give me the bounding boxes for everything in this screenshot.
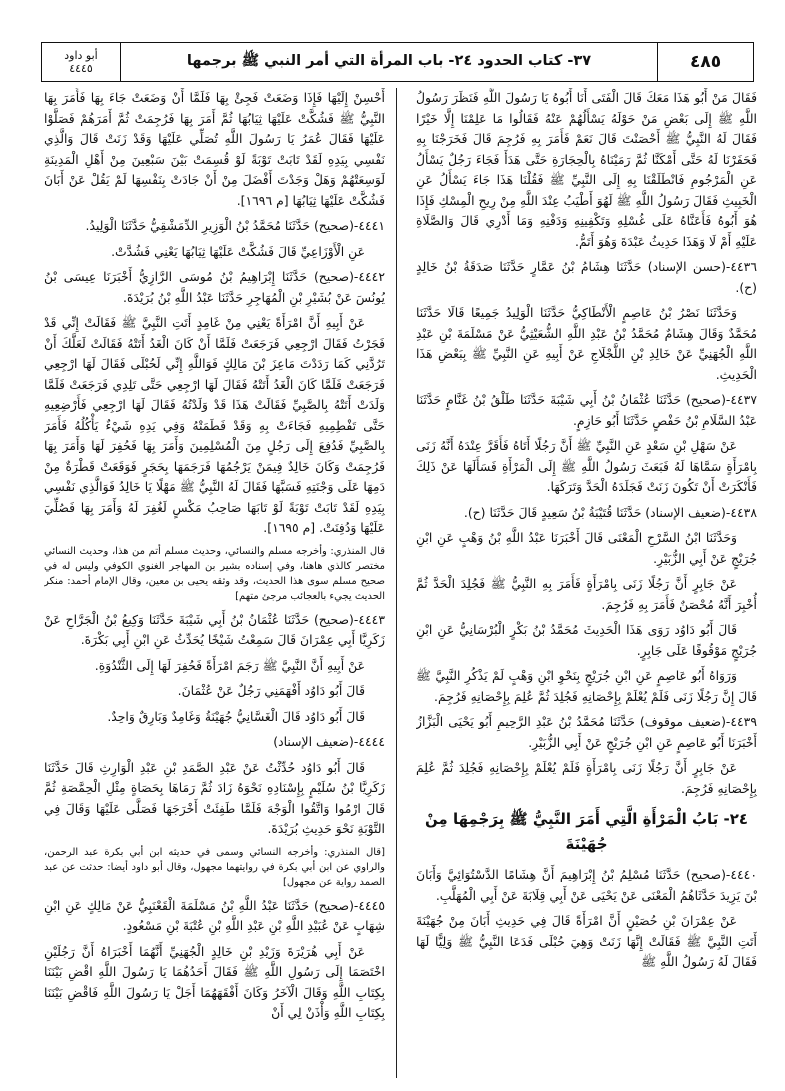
abu-dawud-comment: قَالَ أَبُو دَاوُد حُدِّثْتُ عَنْ عَبْدِ الصَّمَدِ بْنِ عَبْدِ الْوَارِثِ قَالَ حَدَّثَنَا زَكَرِيَّا بْنُ سُلَيْمٍ بِإِسْنَادِهِ نَحْوَهُ زَادَ ثُمَّ رَمَاهَا بِحَصَاةٍ مِثْلِ الْحِمَّصَةِ ثُمَّ قَالَ ارْمُوا وَاتَّقُوا الْوَجْهَ فَلَمَّا طَفِئَتْ أَخْرَجَهَا فَصَلَّى عَلَيْهَا وَقَالَ فِي التَّوْبَةِ نَحْوَ حَدِيثِ بُرَيْدَةَ. [44,759,385,836]
running-title: ٣٧- كتاب الحدود ٢٤- باب المرأة التي أمر النبي ﷺ برجمها [186,52,592,69]
text-paragraph: أَحْسِنْ إِلَيْهَا فَإِذَا وَضَعَتْ فَجِئْ بِهَا فَلَمَّا أَنْ وَضَعَتْ جَاءَ بِهَا فَأَمَرَ بِهَا النَّبِيُّ ﷺ فَشُكَّتْ عَلَيْهَا ثِيَابُهَا ثُمَّ أَمَرَ بِهَا فَرُجِمَتْ ثُمَّ أَمَرَهُمْ فَصَلَّوْا عَلَيْهَا فَقَالَ عُمَرُ يَا رَسُولَ اللَّهِ تُصَلِّي عَلَيْهَا وَقَدْ زَنَتْ قَالَ وَالَّذِي نَفْسِي بِيَدِهِ لَقَدْ تَابَتْ تَوْبَةً لَوْ قُسِمَتْ بَيْنَ سَبْعِينَ مِنْ أَهْلِ الْمَدِينَةِ لَوَسِعَتْهُمْ وَهَلْ وَجَدْتَ أَفْضَلَ مِنْ أَنْ جَادَتْ بِنَفْسِهَا لَمْ يَقُلْ عَنْ أَبَانَ فَشُكَّتْ عَلَيْهَا ثِيَابُهَا [م ١٦٩٦]. [44,90,385,208]
text-paragraph: عَنْ أَبِيهِ أَنَّ النَّبِيَّ ﷺ رَجَمَ امْرَأَةً فَحُفِرَ لَهَا إِلَى الثَّنْدُوَةِ. [94,657,365,673]
text-paragraph: عَنْ أَبِي هُرَيْرَةَ وَزَيْدِ بْنِ خَالِدٍ الْجُهَنِيِّ أَنَّهُمَا أَخْبَرَاهُ أَنَّ رَجُلَيْنِ اخْتَصَمَا إِلَى رَسُولِ اللَّهِ ﷺ فَقَالَ أَحَدُهُمَا يَا رَسُولَ اللَّهِ اقْضِ بَيْنَنَا بِكِتَابِ اللَّهِ وَقَالَ الْآخَرُ وَكَانَ أَفْقَهَهُمَا أَجَلْ يَا رَسُولَ اللَّهِ فَاقْضِ بَيْنَنَا بِكِتَابِ اللَّهِ وَأْذَنْ لِي أَنْ [44,943,385,1020]
abu-dawud-comment: قَالَ أَبُو دَاوُد أَفْهَمَنِي رَجُلٌ عَنْ عُثْمَانَ. [177,683,365,698]
left-column [44,88,385,1078]
text-paragraph: عَنْ جَابِرٍ أَنَّ رَجُلًا زَنَى بِامْرَأَةٍ فَأَمَرَ بِهِ النَّبِيُّ ﷺ فَجُلِدَ الْحَدَّ ثُمَّ أُخْبِرَ أَنَّهُ مُحْصَنٌ فَأَمَرَ بِهِ فَرُجِمَ. [416,576,757,612]
text-paragraph: عَنْ سَهْلِ بْنِ سَعْدٍ عَنِ النَّبِيِّ ﷺ أَنَّ رَجُلًا أَتَاهُ فَأَقَرَّ عِنْدَهُ أَنَّهُ زَنَى بِامْرَأَةٍ سَمَّاهَا لَهُ فَبَعَثَ رَسُولُ اللَّهِ ﷺ إِلَى الْمَرْأَةِ فَسَأَلَهَا عَنْ ذَلِكَ فَأَنْكَرَتْ أَنْ تَكُونَ زَنَتْ فَجَلَدَهُ الْحَدَّ وَتَرَكَهَا. [416,438,757,494]
text-paragraph: وَرَوَاهُ أَبُو عَاصِمٍ عَنِ ابْنِ جُرَيْجٍ بِنَحْوِ ابْنِ وَهْبٍ لَمْ يَذْكُرِ النَّبِيَّ ﷺ قَالَ إِنَّ رَجُلًا زَنَى فَلَمْ يُعْلَمْ بِإِحْصَانِهِ فَجُلِدَ ثُمَّ عُلِمَ بِإِحْصَانِهِ فَرُجِمَ. [416,668,757,704]
hadith-4437-chain: ٤٤٣٧-(صحيح) حَدَّثَنَا عُثْمَانُ بْنُ أَبِي شَيْبَةَ حَدَّثَنَا طَلْقُ بْنُ غَنَّامٍ حَدَّثَنَا عَبْدُ السَّلَامِ بْنُ حَفْصٍ حَدَّثَنَا أَبُو حَازِمٍ. [416,392,757,428]
book-name: أبو داود [64,49,98,62]
hadith-4440-chain: ٤٤٤٠-(صحيح) حَدَّثَنَا مُسْلِمُ بْنُ إِبْرَاهِيمَ أَنَّ هِشَامًا الدَّسْتُوَائِيَّ وَأَبَانَ بْنَ يَزِيدَ حَدَّثَاهُمُ الْمَعْنَى عَنْ يَحْيَى عَنْ أَبِي قِلَابَةَ عَنْ أَبِي الْمُهَلَّبِ. [416,867,757,903]
text-paragraph: فَقَالَ مَنْ أَبُو هَذَا مَعَكَ قَالَ الْفَتَى أَنَا أَبُوهُ يَا رَسُولَ اللَّهِ فَنَظَرَ رَسُولُ اللَّهِ ﷺ إِلَى بَعْضِ مَنْ حَوْلَهُ يَسْأَلُهُمْ عَنْهُ فَقَالُوا مَا عَلِمْنَا إِلَّا خَيْرًا فَقَالَ لَهُ النَّبِيُّ ﷺ أَحْصَنْتَ قَالَ نَعَمْ فَأَمَرَ بِهِ فَرُجِمَ قَالَ فَخَرَجْنَا بِهِ فَحَفَرْنَا لَهُ حَتَّى أَمْكَنَّا ثُمَّ رَمَيْنَاهُ بِالْحِجَارَةِ حَتَّى هَدَأَ فَجَاءَ رَجُلٌ يَسْأَلُ عَنِ الْمَرْجُومِ فَانْطَلَقْنَا بِهِ إِلَى النَّبِيِّ ﷺ فَقُلْنَا هَذَا جَاءَ يَسْأَلُ عَنِ الْخَبِيثِ فَقَالَ رَسُولُ اللَّهِ ﷺ لَهُوَ أَطْيَبُ عِنْدَ اللَّهِ مِنْ رِيحِ الْمِسْكِ فَإِذَا هُوَ أَبُوهُ فَأَعَنَّاهُ عَلَى غُسْلِهِ وَتَكْفِينِهِ وَدَفْنِهِ وَمَا أَدْرِي قَالَ وَالصَّلَاةِ عَلَيْهِ أَمْ لَا وَهَذَا حَدِيثُ عَبْدَةَ وَهُوَ أَتَمُّ. [416,90,757,249]
right-column [416,88,757,1078]
column-divider [396,88,397,1078]
abu-dawud-comment: قَالَ أَبُو دَاوُد قَالَ الْغَسَّانِيُّ جُهَيْنَةُ وَغَامِدٌ وَبَارِقٌ وَاحِدٌ. [107,708,365,724]
page-number: ٤٨٥ [657,43,753,81]
chapter-heading: ٢٤- بَابُ الْمَرْأَةِ الَّتِي أَمَرَ النَّبِيُّ ﷺ بِرَجْمِهَا مِنْ جُهَيْنَةَ [424,810,749,853]
text-paragraph: وَحَدَّثَنَا نَصْرُ بْنُ عَاصِمٍ الْأَنْطَاكِيُّ حَدَّثَنَا الْوَلِيدُ جَمِيعًا قَالَا حَدَّثَنَا مُحَمَّدٌ وَقَالَ هِشَامٌ مُحَمَّدُ بْنُ عَبْدِ اللَّهِ الشُّعَيْثِيُّ عَنْ مَسْلَمَةَ بْنِ عَبْدِ اللَّهِ الْجُهَنِيِّ عَنْ خَالِدِ بْنِ اللَّجْلَاجِ عَنْ أَبِيهِ عَنِ النَّبِيِّ ﷺ بِبَعْضِ هَذَا الْحَدِيثِ. [416,305,757,382]
hadith-4442-chain: ٤٤٤٢-(صحيح) حَدَّثَنَا إِبْرَاهِيمُ بْنُ مُوسَى الرَّازِيُّ أَخْبَرَنَا عِيسَى بْنُ يُونُسَ عَنْ بُشَيْرِ بْنِ الْمُهَاجِرِ حَدَّثَنَا عَبْدُ اللَّهِ بْنُ بُرَيْدَةَ. [44,269,385,305]
text-paragraph: عَنْ عِمْرَانَ بْنِ حُصَيْنٍ أَنَّ امْرَأَةً قَالَ فِي حَدِيثِ أَبَانَ مِنْ جُهَيْنَةَ أَتَتِ النَّبِيَّ ﷺ فَقَالَتْ إِنَّهَا زَنَتْ وَهِيَ حُبْلَى فَدَعَا النَّبِيُّ ﷺ وَلِيًّا لَهَا فَقَالَ لَهُ رَسُولُ اللَّهِ ﷺ [416,913,757,969]
hadith-4444-grade: ٤٤٤٤-(ضعيف الإسناد) [273,734,385,749]
text-paragraph: عَنْ أَبِيهِ أَنَّ امْرَأَةً يَعْنِي مِنْ غَامِدٍ أَتَتِ النَّبِيَّ ﷺ فَقَالَتْ إِنِّي قَدْ فَجَرْتُ فَقَالَ ارْجِعِي فَرَجَعَتْ فَلَمَّا أَنْ كَانَ الْغَدُ أَتَتْهُ فَقَالَتْ لَعَلَّكَ أَنْ تَرُدَّنِي كَمَا رَدَدْتَ مَاعِزَ بْنَ مَالِكٍ فَوَاللَّهِ إِنِّي لَحُبْلَى فَقَالَ لَهَا ارْجِعِي فَرَجَعَتْ فَلَمَّا كَانَ الْغَدُ أَتَتْهُ فَقَالَ لَهَا ارْجِعِي حَتَّى تَلِدِي فَرَجَعَتْ فَلَمَّا وَلَدَتْ أَتَتْهُ بِالصَّبِيِّ فَقَالَتْ هَذَا قَدْ وَلَدْتُهُ فَقَالَ لَهَا ارْجِعِي فَأَرْضِعِيهِ حَتَّى تَفْطِمِيهِ فَجَاءَتْ بِهِ وَقَدْ فَطَمَتْهُ وَفِي يَدِهِ شَيْءٌ يَأْكُلُهُ فَأَمَرَ بِالصَّبِيِّ فَدُفِعَ إِلَى رَجُلٍ مِنَ الْمُسْلِمِينَ وَأَمَرَ بِهَا فَحُفِرَ لَهَا وَأَمَرَ بِهَا فَرُجِمَتْ وَكَانَ خَالِدٌ فِيمَنْ يَرْجُمُهَا فَرَجَمَهَا بِحَجَرٍ فَوَقَعَتْ قَطْرَةٌ مِنْ دَمِهَا عَلَى وَجْنَتِهِ فَسَبَّهَا فَقَالَ لَهُ النَّبِيُّ ﷺ مَهْلًا يَا خَالِدُ فَوَالَّذِي نَفْسِي بِيَدِهِ لَقَدْ تَابَتْ تَوْبَةً لَوْ تَابَهَا صَاحِبُ مَكْسٍ لَغُفِرَ لَهُ وَأَمَرَ بِهَا فَصُلِّيَ عَلَيْهَا وَدُفِنَتْ. [م ١٦٩٥]. [44,315,385,535]
footnote-mundhiri: قال المنذري: وأخرجه مسلم والنسائي، وحديث مسلم أتم من هذا، وحديث النسائي مختصر كالذي هاهنا، وفي إسناده بشير بن المهاجر الغنوي الكوفي وليس له في صحيح مسلم سوى هذا الحديث، وقد وثقه يحيى بن معين، وقال الإمام أحمد: منكر الحديث يجيء بالعجائب مرجئ متهم] [44,545,385,602]
footnote-mundhiri: [قال المنذري: وأخرجه النسائي وسمى في حديثه ابن أبي بكرة عبد الرحمن، والراوي عن ابن أبي بكرة في روايتهما مجهول، وقال أبو داود أيضا: حدثت عن عبد الصمد رواية عن مجهول] [44,846,385,888]
hadith-4436-chain: ٤٤٣٦-(حسن الإسناد) حَدَّثَنَا هِشَامُ بْنُ عَمَّارٍ حَدَّثَنَا صَدَقَةُ بْنُ خَالِدٍ (ح). [416,259,757,295]
text-paragraph: عَنِ الْأَوْزَاعِيِّ قَالَ فَشُكَّتْ عَلَيْهَا ثِيَابُهَا يَعْنِي فَشُدَّتْ. [111,243,365,259]
text-paragraph: وَحَدَّثَنَا ابْنُ السَّرْحِ الْمَعْنَى قَالَ أَخْبَرَنَا عَبْدُ اللَّهِ بْنُ وَهْبٍ عَنِ ابْنِ جُرَيْجٍ عَنْ أَبِي الزُّبَيْرِ. [416,530,757,566]
hadith-4439-chain: ٤٤٣٩-(ضعيف موقوف) حَدَّثَنَا مُحَمَّدُ بْنُ عَبْدِ الرَّحِيمِ أَبُو يَحْيَى الْبَزَّازُ أَخْبَرَنَا أَبُو عَاصِمٍ عَنِ ابْنِ جُرَيْجٍ عَنْ أَبِي الزُّبَيْرِ. [416,714,757,750]
hadith-4441-chain: ٤٤٤١-(صحيح) حَدَّثَنَا مُحَمَّدُ بْنُ الْوَزِيرِ الدِّمَشْقِيُّ حَدَّثَنَا الْوَلِيدُ. [85,218,385,233]
hadith-range: ٤٤٤٥ [69,62,93,75]
hadith-4438-chain: ٤٤٣٨-(ضعيف الإسناد) حَدَّثَنَا قُتَيْبَةُ بْنُ سَعِيدٍ قَالَ حَدَّثَنَا (ح). [463,504,757,520]
book-reference [42,43,121,81]
text-paragraph: عَنْ جَابِرٍ أَنَّ رَجُلًا زَنَى بِامْرَأَةٍ فَلَمْ يُعْلَمْ بِإِحْصَانِهِ فَجُلِدَ ثُمَّ عُلِمَ بِإِحْصَانِهِ فَرُجِمَ. [416,760,757,796]
abu-dawud-comment: قَالَ أَبُو دَاوُد رَوَى هَذَا الْحَدِيثَ مُحَمَّدُ بْنُ بَكْرٍ الْبُرْسَانِيُّ عَنِ ابْنِ جُرَيْجٍ مَوْقُوفًا عَلَى جَابِرٍ. [416,622,757,658]
hadith-4445-chain: ٤٤٤٥-(صحيح) حَدَّثَنَا عَبْدُ اللَّهِ بْنُ مَسْلَمَةَ الْقَعْنَبِيُّ عَنْ مَالِكٍ عَنِ ابْنِ شِهَابٍ عَنْ عُبَيْدِ اللَّهِ بْنِ عَبْدِ اللَّهِ بْنِ عُتْبَةَ بْنِ مَسْعُودٍ. [44,897,385,933]
page-header [41,42,754,82]
hadith-4443-chain: ٤٤٤٣-(صحيح) حَدَّثَنَا عُثْمَانُ بْنُ أَبِي شَيْبَةَ حَدَّثَنَا وَكِيعُ بْنُ الْجَرَّاحِ عَنْ زَكَرِيَّا أَبِي عِمْرَانَ قَالَ سَمِعْتُ شَيْخًا يُحَدِّثُ عَنِ ابْنِ أَبِي بَكْرَةَ. [44,611,385,647]
